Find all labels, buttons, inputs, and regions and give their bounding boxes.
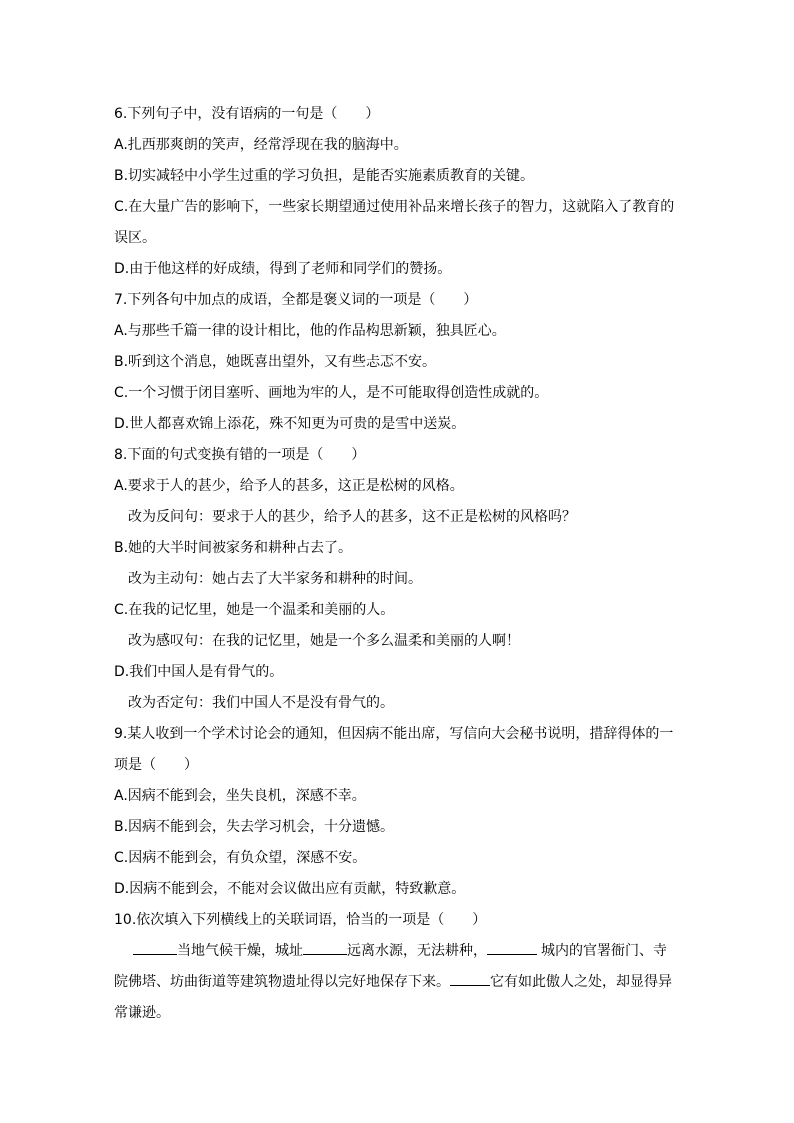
question-8-option-d-change: 改为否定句：我们中国人不是没有骨气的。 bbox=[128, 695, 394, 711]
question-9-stem-continued: 项是（ ） bbox=[114, 757, 198, 773]
question-6-option-c-continued: 误区。 bbox=[114, 230, 156, 246]
fill-blank-1 bbox=[133, 938, 177, 955]
fill-blank-3 bbox=[487, 938, 537, 955]
question-8-option-a-change: 改为反问句：要求于人的甚少，给予人的甚多，这不正是松树的风格吗？ bbox=[128, 509, 576, 525]
question-10-passage-line-3: 常谦逊。 bbox=[114, 1005, 170, 1021]
question-8-option-a: A.要求于人的甚少，给予人的甚多，这正是松树的风格。 bbox=[114, 478, 464, 494]
passage-text: 它有如此傲人之处，却显得异 bbox=[490, 974, 672, 990]
question-content bbox=[114, 99, 684, 1029]
passage-text: 城内的官署衙门、寺 bbox=[541, 943, 667, 959]
passage-text: 当地气候干燥，城址 bbox=[177, 943, 303, 959]
question-6-option-d: D.由于他这样的好成绩，得到了老师和同学们的赞扬。 bbox=[114, 261, 452, 277]
question-8-option-d: D.我们中国人是有骨气的。 bbox=[114, 664, 284, 680]
passage-text: 远离水源，无法耕种， bbox=[347, 943, 487, 959]
question-9-stem: 9.某人收到一个学术讨论会的通知，但因病不能出席，写信向大会秘书说明，措辞得体的一 bbox=[114, 726, 674, 742]
question-6-stem: 6.下列句子中，没有语病的一句是（ ） bbox=[114, 106, 380, 122]
question-8-option-c: C.在我的记忆里，她是一个温柔和美丽的人。 bbox=[114, 602, 395, 618]
question-9-option-c: C.因病不能到会，有负众望，深感不安。 bbox=[114, 850, 367, 866]
fill-blank-2 bbox=[303, 938, 347, 955]
question-8-option-b-change: 改为主动句：她占去了大半家务和耕种的时间。 bbox=[128, 571, 422, 587]
question-10-passage-line-1 bbox=[114, 936, 684, 967]
question-10-stem: 10.依次填入下列横线上的关联词语，恰当的一项是（ ） bbox=[114, 912, 487, 928]
question-6-option-c: C.在大量广告的影响下，一些家长期望通过使用补品来增长孩子的智力，这就陷入了教育的 bbox=[114, 199, 675, 215]
question-10-passage-line-2 bbox=[114, 967, 684, 998]
question-7-option-a: A.与那些千篇一律的设计相比，他的作品构思新颖，独具匠心。 bbox=[114, 323, 506, 339]
question-7-option-c: C.一个习惯于闭目塞听、画地为牢的人，是不可能取得创造性成就的。 bbox=[114, 385, 549, 401]
question-7-option-d: D.世人都喜欢锦上添花，殊不知更为可贵的是雪中送炭。 bbox=[114, 416, 466, 432]
fill-blank-4 bbox=[450, 969, 490, 986]
question-6-option-a: A.扎西那爽朗的笑声，经常浮现在我的脑海中。 bbox=[114, 137, 408, 153]
question-7-option-b: B.听到这个消息，她既喜出望外，又有些忐忑不安。 bbox=[114, 354, 437, 370]
question-9-option-d: D.因病不能到会，不能对会议做出应有贡献，特致歉意。 bbox=[114, 881, 466, 897]
question-7-stem: 7.下列各句中加点的成语，全都是褒义词的一项是（ ） bbox=[114, 292, 478, 308]
question-6-option-b: B.切实减轻中小学生过重的学习负担，是能否实施素质教育的关键。 bbox=[114, 168, 535, 184]
question-8-option-c-change: 改为感叹句：在我的记忆里，她是一个多么温柔和美丽的人啊！ bbox=[128, 633, 520, 649]
passage-text: 院佛塔、坊曲街道等建筑物遗址得以完好地保存下来。 bbox=[114, 974, 450, 990]
question-8-stem: 8.下面的句式变换有错的一项是（ ） bbox=[114, 447, 366, 463]
question-8-option-b: B.她的大半时间被家务和耕种占去了。 bbox=[114, 540, 353, 556]
question-9-option-b: B.因病不能到会，失去学习机会，十分遗憾。 bbox=[114, 819, 395, 835]
question-9-option-a: A.因病不能到会，坐失良机，深感不幸。 bbox=[114, 788, 366, 804]
